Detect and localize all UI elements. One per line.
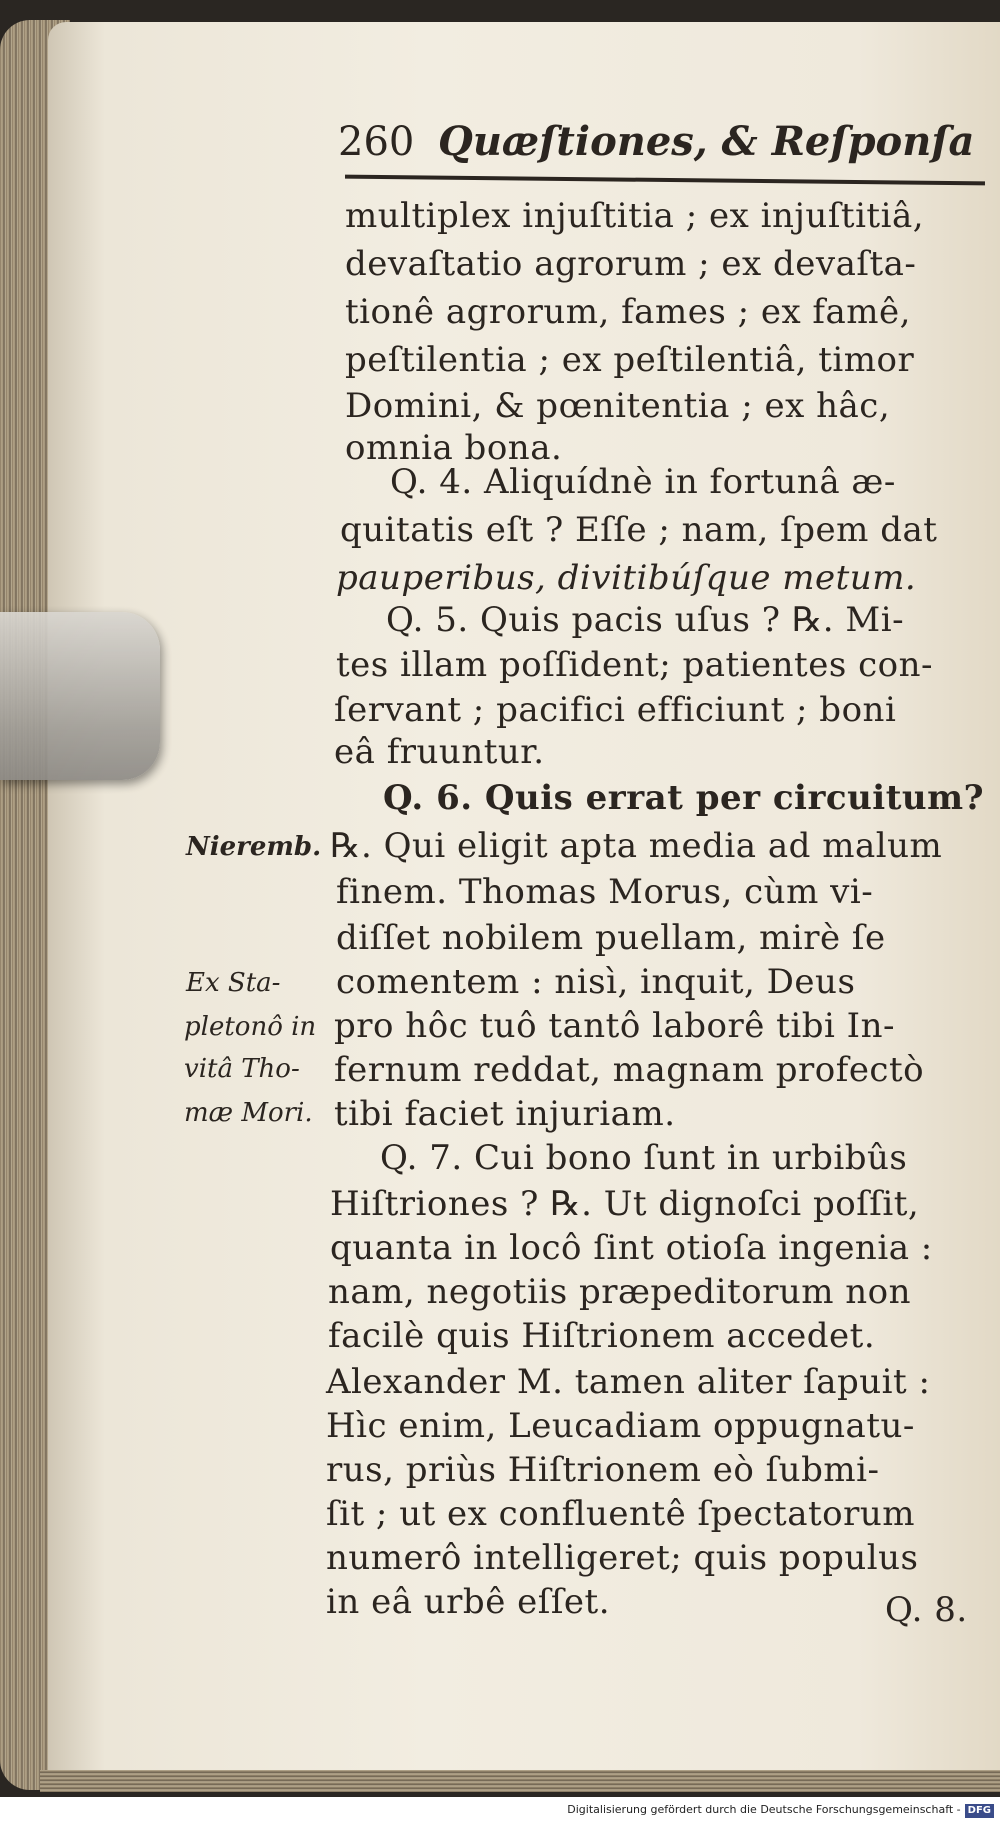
text-line: comentem : nisì, inquit, Deus	[336, 962, 856, 1002]
text-line: ſit ; ut ex confluentê ſpectatorum	[326, 1494, 916, 1534]
text-line: tes illam poſſident; patientes con-	[336, 645, 933, 685]
margin-note: pletonô in	[184, 1012, 317, 1042]
margin-note: mæ Mori.	[184, 1098, 313, 1128]
page-number: 260	[338, 119, 415, 165]
text-line: nam, negotiis præpeditorum non	[328, 1272, 912, 1312]
dfg-logo: DFG	[965, 1804, 994, 1818]
text-line: ſervant ; pacifici efficiunt ; boni	[334, 690, 897, 730]
margin-note: vitâ Tho-	[184, 1054, 300, 1084]
text-line: numerô intelligeret; quis populus	[326, 1538, 919, 1578]
text-line: Q. 5. Quis pacis uſus ? ℞. Mi-	[386, 600, 905, 640]
text-line: eâ fruuntur.	[334, 732, 545, 772]
text-line: Q. 4. Aliquídnè in fortunâ æ-	[390, 462, 896, 502]
text-line: ℞. Qui eligit apta media ad malum	[330, 826, 943, 866]
margin-note: Ex Sta-	[186, 968, 281, 998]
text-line: facilè quis Hiſtrionem accedet.	[328, 1316, 876, 1356]
text-line: Hiſtriones ? ℞. Ut dignoſci poſſit,	[330, 1184, 920, 1224]
running-header	[338, 118, 974, 165]
footer-credit: Digitalisierung gefördert durch die Deutsche Forschungsgemeinschaft -	[567, 1803, 961, 1816]
text-line: pauperibus, divitibúſque metum.	[336, 558, 917, 598]
text-line: fernum reddat, magnam profectò	[334, 1050, 925, 1090]
text-line: tibi faciet injuriam.	[334, 1094, 676, 1134]
text-line: Domini, & pœnitentia ; ex hâc,	[345, 386, 891, 426]
text-line: omnia bona.	[345, 428, 563, 468]
text-line: rus, priùs Hiſtrionem eò ſubmi-	[326, 1450, 880, 1490]
text-line: quanta in locô ſint otioſa ingenia :	[330, 1228, 933, 1268]
text-line: Alexander M. tamen aliter ſapuit :	[326, 1362, 931, 1402]
text-line: diſſet nobilem puellam, mirè ſe	[336, 918, 886, 958]
page-bottom-edge	[40, 1770, 1000, 1792]
text-line: finem. Thomas Morus, cùm vi-	[336, 872, 874, 912]
page-title: Quæſtiones, & Reſponſa	[438, 118, 975, 165]
text-line: Q. 6. Quis errat per circuitum?	[383, 778, 985, 818]
footer-bar	[0, 1797, 1000, 1823]
text-line: in eâ urbê eſſet.	[326, 1582, 611, 1622]
text-line: peſtilentia ; ex peſtilentiâ, timor	[345, 340, 915, 380]
margin-note: Nieremb.	[186, 832, 322, 862]
text-line: Hìc enim, Leucadiam oppugnatu-	[326, 1406, 915, 1446]
text-line: pro hôc tuô tantô laborê tibi In-	[334, 1006, 895, 1046]
text-line: devaſtatio agrorum ; ex devaſta-	[345, 244, 917, 284]
text-line: tionê agrorum, fames ; ex famê,	[345, 292, 911, 332]
text-line: Q. 7. Cui bono ſunt in urbibûs	[380, 1138, 908, 1178]
page-clip	[0, 612, 160, 780]
text-line: quitatis eſt ? Eſſe ; nam, ſpem dat	[340, 510, 938, 550]
catchword: Q. 8.	[885, 1590, 968, 1630]
text-line: multiplex injuſtitia ; ex injuſtitiâ,	[345, 196, 925, 236]
